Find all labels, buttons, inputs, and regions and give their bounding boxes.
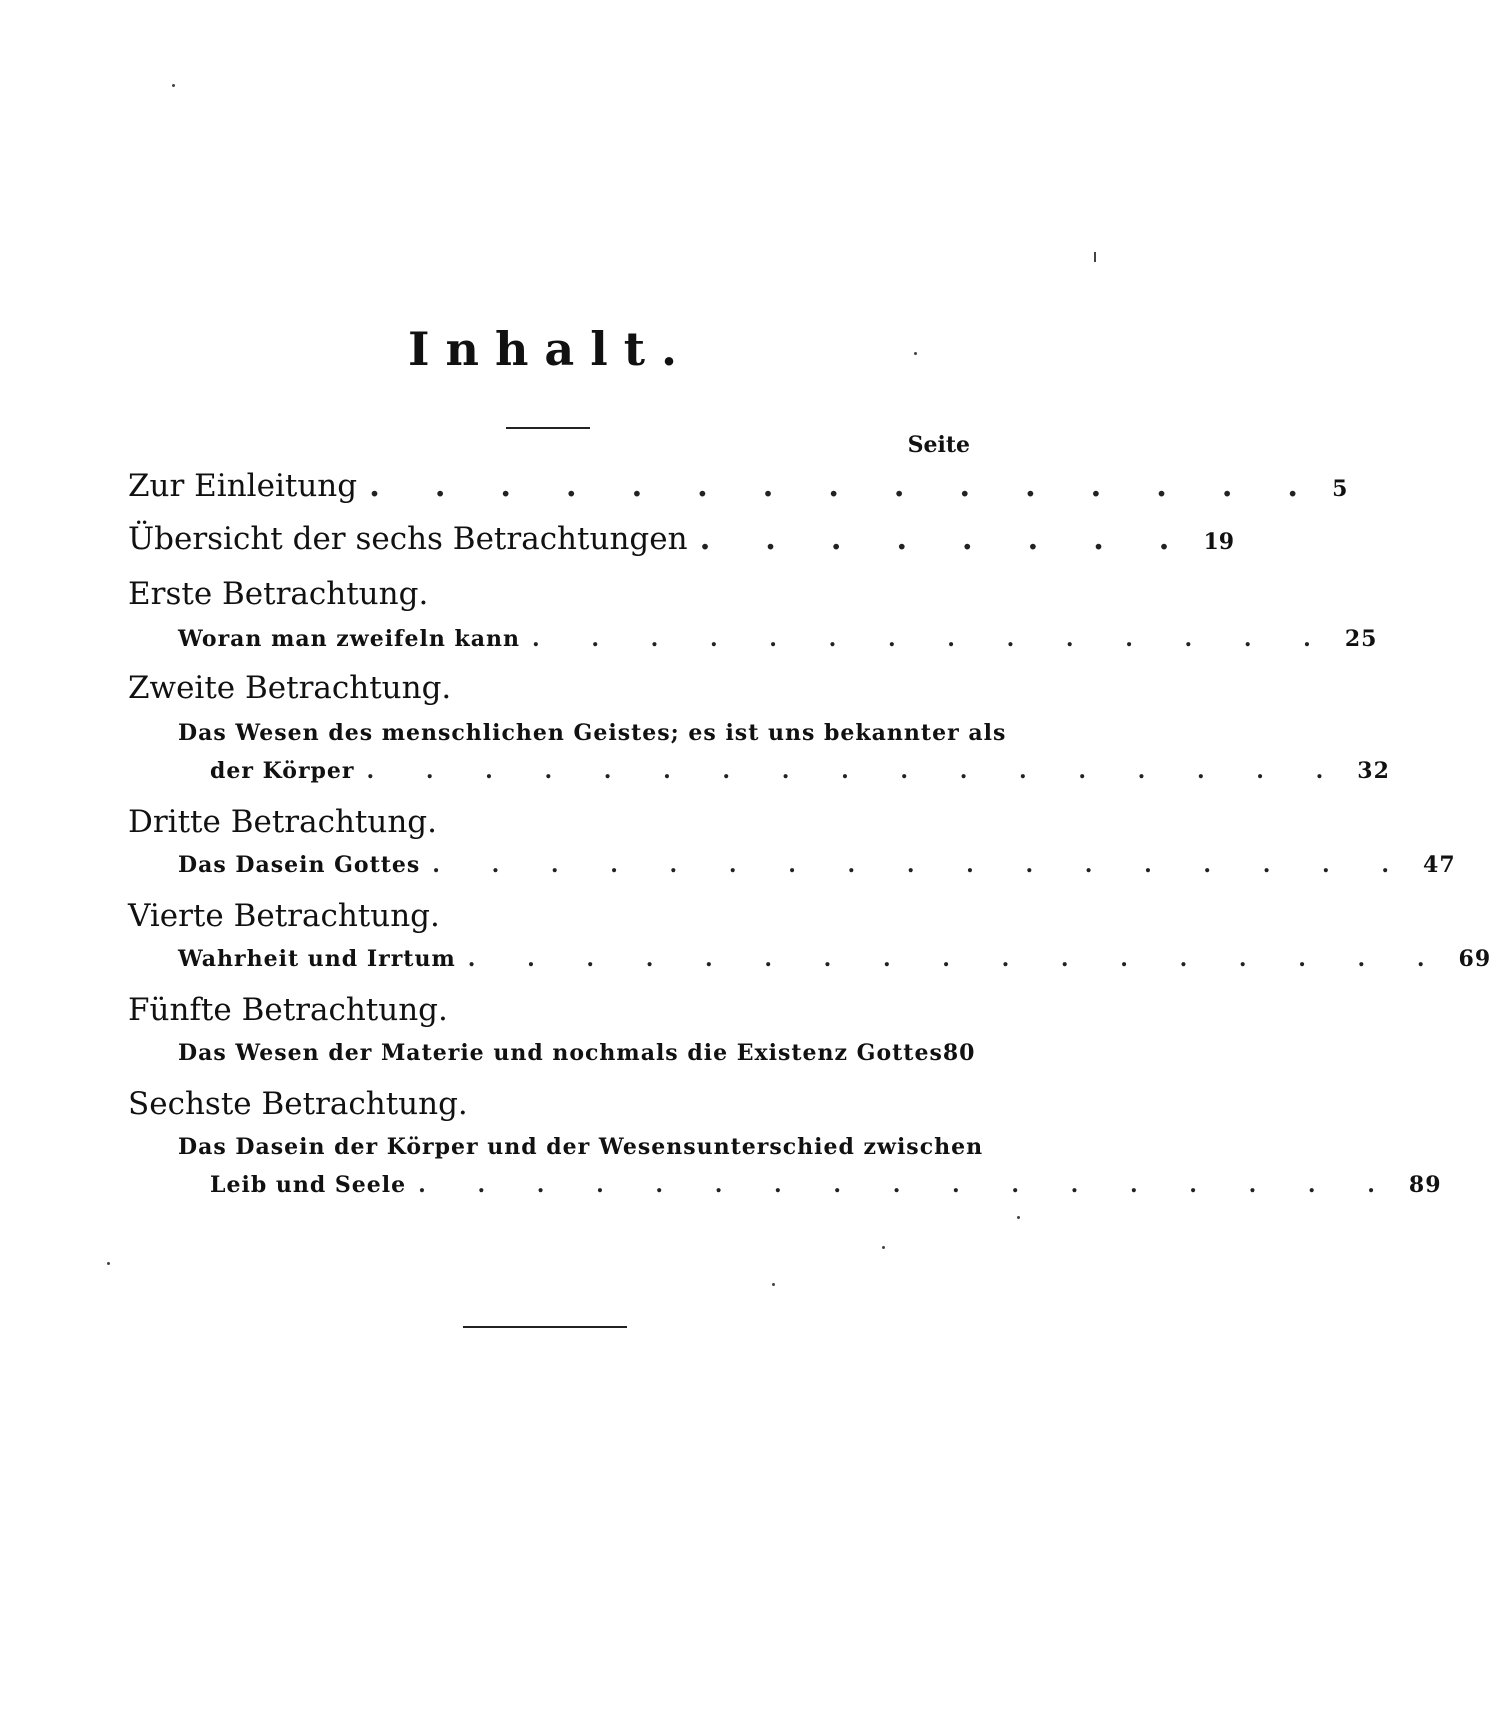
section-heading-5: Fünfte Betrachtung. xyxy=(128,992,448,1028)
toc-entry-label: Das Dasein Gottes xyxy=(178,852,421,878)
section-heading-6: Sechste Betrachtung. xyxy=(128,1086,468,1122)
toc-entry-label: Das Wesen der Materie und nochmals die Existenz Gottes xyxy=(178,1040,943,1066)
section-heading-3: Dritte Betrachtung. xyxy=(128,804,438,840)
toc-entry-label: Übersicht der sechs Betrachtungen xyxy=(128,521,688,557)
toc-page-number: 25 xyxy=(1344,626,1378,652)
leader-dots: . . . . . . . . . . . . . . . xyxy=(369,468,1321,504)
scan-speck xyxy=(172,84,175,87)
scan-speck xyxy=(914,352,917,355)
toc-entry-section-2-line2[interactable] xyxy=(210,758,1390,784)
toc-entry-section-6-line2[interactable] xyxy=(210,1172,1442,1198)
scan-speck xyxy=(107,1262,110,1265)
leader-dots: . . . . . . . . . . . . . . . . . xyxy=(366,758,1346,784)
section-heading-1: Erste Betrachtung. xyxy=(128,576,429,612)
toc-page-number: 5 xyxy=(1332,476,1348,502)
section-heading-4: Vierte Betrachtung. xyxy=(128,898,440,934)
toc-entry-uebersicht[interactable] xyxy=(128,521,1235,557)
leader-dots: . . . . . . . . . . . . . . . . . xyxy=(467,946,1447,972)
toc-page-number: 32 xyxy=(1357,758,1390,784)
toc-entry-label: Das Wesen des menschlichen Geistes; es ist uns bekannter als xyxy=(178,720,1007,746)
toc-page-number: 69 xyxy=(1458,946,1491,972)
title-divider xyxy=(506,427,590,429)
toc-entry-label: Wahrheit und Irrtum xyxy=(178,946,456,972)
toc-entry-label: Woran man zweifeln kann xyxy=(178,626,521,652)
toc-entry-label: Leib und Seele xyxy=(210,1172,407,1198)
toc-entry-section-5[interactable] xyxy=(178,1040,976,1066)
toc-entry-section-2-line1[interactable] xyxy=(178,720,1007,746)
toc-entry-section-4[interactable] xyxy=(178,946,1491,972)
page-column-label: Seite xyxy=(907,432,970,458)
toc-entry-label: Das Dasein der Körper und der Wesensunterschied zwischen xyxy=(178,1134,984,1160)
toc-page-number: 47 xyxy=(1423,852,1456,878)
leader-dots: . . . . . . . . . . . . . . . . . xyxy=(418,1172,1397,1198)
toc-entry-label: der Körper xyxy=(210,758,355,784)
leader-dots: . . . . . . . . . . . . . . . . . xyxy=(432,852,1412,878)
toc-page-number: 89 xyxy=(1408,1172,1442,1198)
toc-entry-section-3[interactable] xyxy=(178,852,1456,878)
closing-divider xyxy=(463,1326,627,1328)
scan-speck xyxy=(772,1283,775,1286)
toc-entry-section-1[interactable] xyxy=(178,626,1378,652)
toc-page-number: 19 xyxy=(1203,529,1235,555)
toc-entry-label: Zur Einleitung xyxy=(128,468,358,504)
scan-speck xyxy=(1094,252,1096,262)
toc-entry-einleitung[interactable] xyxy=(128,468,1348,504)
scan-speck xyxy=(882,1246,885,1249)
toc-entry-section-6-line1[interactable] xyxy=(178,1134,984,1160)
leader-dots: . . . . . . . . xyxy=(699,521,1192,557)
page-title: Inhalt. xyxy=(408,322,693,376)
scan-speck xyxy=(1017,1216,1020,1219)
toc-page-number: 80 xyxy=(942,1040,976,1066)
leader-dots: . . . . . . . . . . . . . . xyxy=(532,626,1333,652)
section-heading-2: Zweite Betrachtung. xyxy=(128,670,452,706)
